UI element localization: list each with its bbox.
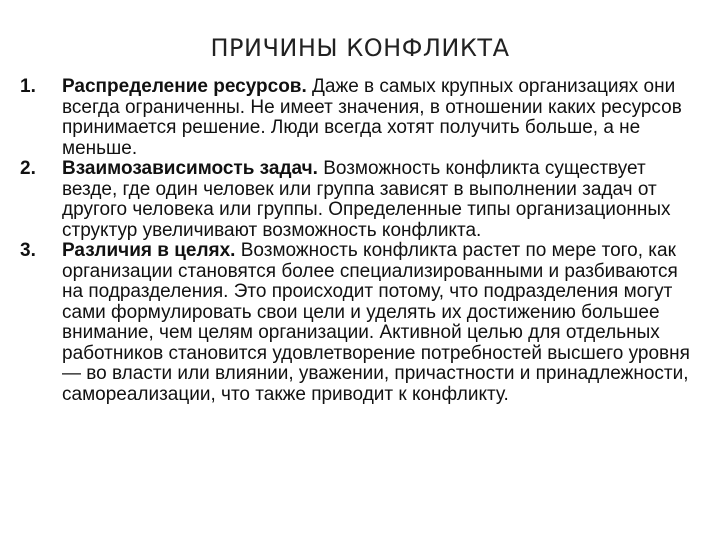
item-heading: Распределение ресурсов. [62, 76, 313, 97]
list-item [20, 241, 700, 405]
list-item [20, 159, 700, 241]
slide-title: ПРИЧИНЫ КОНФЛИКТА [210, 34, 510, 62]
item-number: 1. [20, 76, 36, 97]
item-number: 3. [20, 240, 36, 261]
list-item [20, 77, 700, 159]
item-text: Возможность конфликта существует везде, где один человек или группа зависят в выполнении задач от другого человека или группы. Определенные типы организационных структур увеличивают возможность конфликта. [62, 158, 671, 241]
item-text: Возможность конфликта растет по мере того, как организации становятся более специализированными и разбиваются на подразделения. Это происходит потому, что подразделения могут сами формулировать свои цели и уделять их достижению большее внимание, чем целям организации. Активной целью для отдельных работников становится удовлетворение потребностей высшего уровня — во власти или влиянии, уважении, причастности и принадлежности, самореализации, что также приводит к конфликту. [62, 240, 690, 405]
causes-list [20, 77, 700, 405]
item-text: Даже в самых крупных организациях они всегда ограниченны. Не имеет значения, в отношении каких ресурсов принимается решение. Люди всегда хотят получить больше, а не меньше. [62, 76, 682, 159]
item-number: 2. [20, 158, 36, 179]
item-heading: Различия в целях. [62, 240, 241, 261]
item-heading: Взаимозависимость задач. [62, 158, 324, 179]
